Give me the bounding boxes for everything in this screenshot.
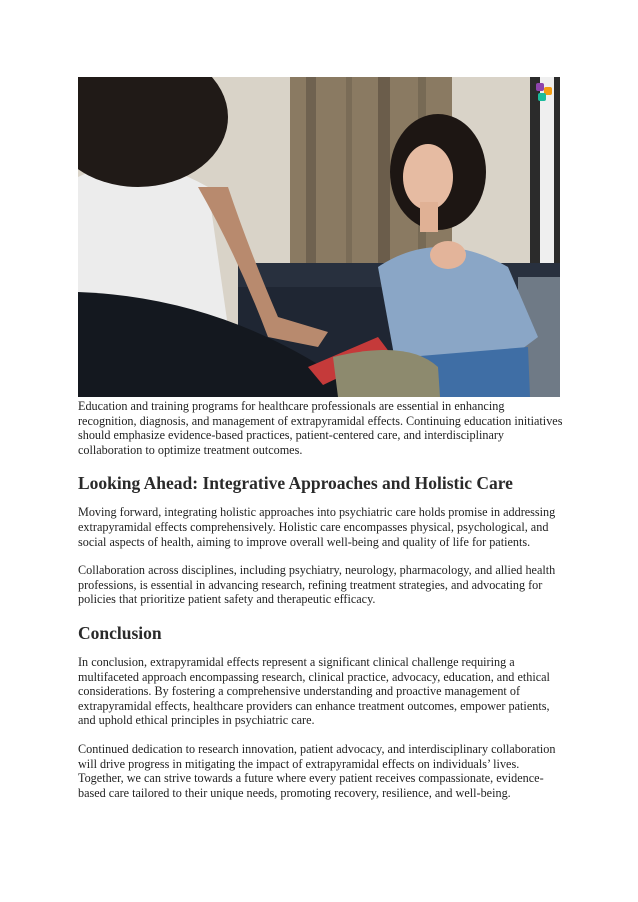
article-body	[78, 399, 564, 800]
paragraph-conclusion: In conclusion, extrapyramidal effects represent a significant clinical challenge requiring a multifaceted approach encompassing research, clinical practice, advocacy, education, and ethical considerations. By fostering a comprehensive understanding and proactive management of extrapyramidal effects, healthcare providers can enhance treatment outcomes, empower patients, and uphold ethical principles in psychiatric care.	[78, 654, 550, 728]
paragraph-education-training: Education and training programs for healthcare professionals are essential in enhancing recognition, diagnosis, and management of extrapyramidal effects. Continuing education initiatives should emphasize evidence-based practices, patient-centered care, and interdisciplinary collaboration to optimize treatment outcomes.	[78, 399, 563, 457]
paragraph-collaboration: Collaboration across disciplines, including psychiatry, neurology, pharmacology, and allied health professions, is essential in advancing research, refining treatment strategies, and advocating for policies that prioritize patient safety and therapeutic efficacy.	[78, 563, 556, 607]
heading-conclusion: Conclusion	[78, 622, 162, 643]
hero-photo-therapy-session	[78, 77, 560, 397]
paragraph-continued-dedication: Continued dedication to research innovation, patient advocacy, and interdisciplinary collaboration will drive progress in mitigating the impact of extrapyramidal effects on individuals’ lives. Together, we can strive towards a future where every patient receives compassionate, evidence-based care tailored to their unique needs, promoting recovery, resilience, and well-being.	[78, 741, 556, 800]
paragraph-holistic-approaches: Moving forward, integrating holistic approaches into psychiatric care holds promise in addressing extrapyramidal effects comprehensively. Holistic care encompasses physical, psychological, and social aspects of health, aiming to improve overall well-being and quality of life for patients.	[78, 505, 556, 549]
heading-looking-ahead: Looking Ahead: Integrative Approaches and Holistic Care	[78, 473, 513, 494]
